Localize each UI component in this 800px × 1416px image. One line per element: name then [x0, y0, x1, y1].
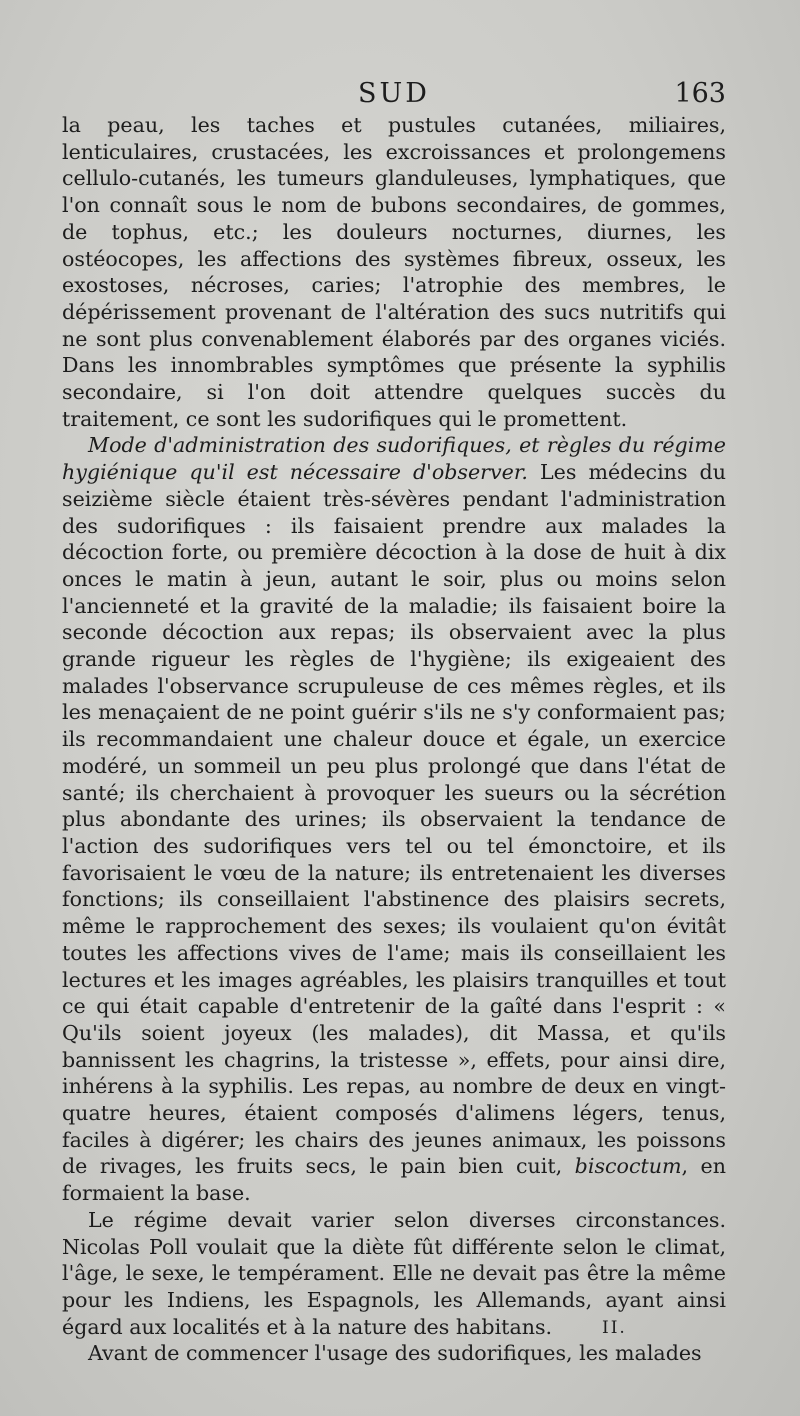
section-heading-italic: Mode d'administration des sudorifiques, et règles du régime hygiénique qu'il est nécessaire d'observer. [62, 433, 726, 485]
paragraph-text: Les médecins du seizième siècle étaient très-sévères pendant l'administration des sudorifiques : ils faisaient prendre aux malades la décoction forte, ou première décoction à la dose de huit à dix onces le matin à jeun, autant le soir, plus ou moins selon l'ancienneté et la gravité de la maladie; ils faisaient boire la seconde décoction aux repas; ils observaient avec la plus grande rigueur les règles de l'hygiène; ils exigeaient des malades l'observance scrupuleuse de ces mêmes règles, et ils les menaçaient de ne point guérir s'ils ne s'y conformaient pas; ils recommandaient une chaleur douce et égale, un exercice modéré, un sommeil un peu plus prolongé que dans l'état de santé; ils cherchaient à provoquer les sueurs ou la sécrétion plus abondante des urines; ils observaient la tendance de l'action des sudorifiques vers tel ou tel émonctoire, et ils favorisaient le vœu de la nature; ils entretenaient les diverses fonctions; ils conseillaient l'abstinence des plaisirs secrets, même le rapprochement des sexes; ils voulaient qu'on évitât toutes les affections vives de l'ame; mais ils conseillaient les lectures et les images agréables, les plaisirs tranquilles et tout ce qui était capable d'entretenir de la gaîté dans l'esprit : « Qu'ils soient joyeux (les malades), dit Massa, et qu'ils bannissent les chagrins, la tristesse », effets, pour ainsi dire, inhérens à la syphilis. Les repas, au nombre de deux en vingt-quatre heures, étaient composés d'alimens légers, tenus, faciles à digérer; les chairs des jeunes animaux, les poissons de rivages, les fruits secs, le pain bien cuit, [62, 460, 726, 1179]
paragraph-continuation: la peau, les taches et pustules cutanées, miliaires, lenticulaires, crustacées, les excroissances et prolongemens cellulo-cutanés, les tumeurs glanduleuses, lymphatiques, que l'on connaît sous le nom de bubons secondaires, de gommes, de tophus, etc.; les douleurs nocturnes, diurnes, les ostéocopes, les affections des systèmes fibreux, osseux, les exostoses, nécroses, caries; l'atrophie des membres, le dépérissement provenant de l'altération des sucs nutritifs qui ne sont plus convenablement élaborés par des organes viciés. Dans les innombrables symptômes que présente la syphilis secondaire, si l'on doit attendre quelques succès du traitement, ce sont les sudorifiques qui le promettent. [62, 113, 726, 431]
paragraph-mode-administration [62, 432, 726, 1206]
body-text [62, 112, 726, 1367]
page-number: 163 [674, 78, 726, 109]
paragraph-regime: Le régime devait varier selon diverses circonstances. Nicolas Poll voulait que la diète fût différente selon le climat, l'âge, le sexe, le tempérament. Elle ne devait pas être la même pour les Indiens, les Espagnols, les Allemands, ayant ainsi égard aux localités et à la nature des habitans. [62, 1207, 726, 1339]
paragraph-tail: , en formaient la base. [62, 1154, 726, 1206]
running-head: SUD [358, 78, 430, 109]
latin-term: biscoctum [574, 1154, 682, 1179]
signature-mark: II. [602, 1318, 627, 1338]
paragraph-avant: Avant de commencer l'usage des sudorifiques, les malades [88, 1341, 702, 1366]
